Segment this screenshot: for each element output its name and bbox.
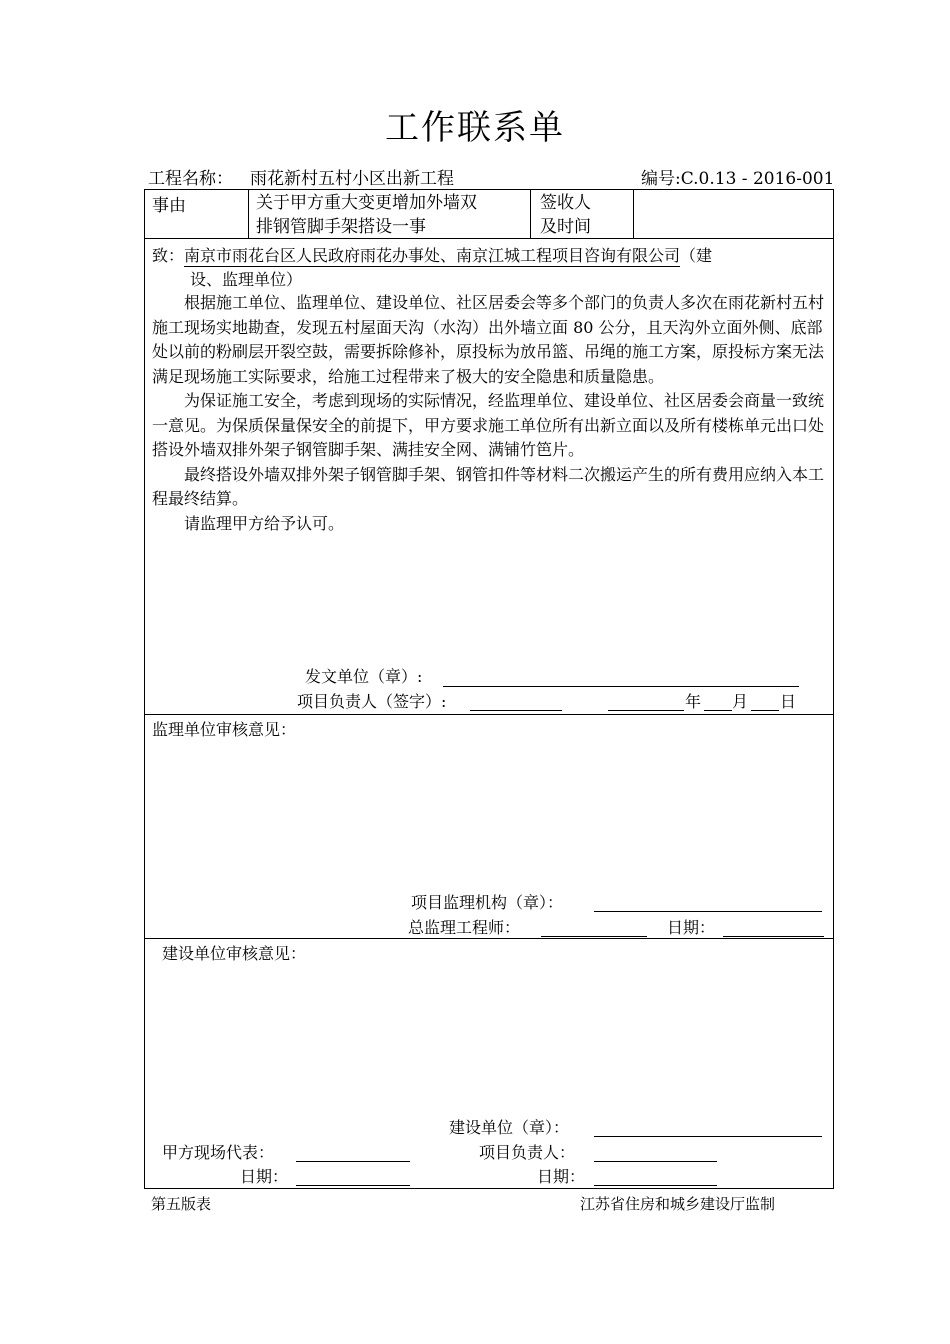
chief-engineer-label: 总监理工程师： <box>408 918 521 937</box>
addressee-orgs: 南京市雨花台区人民政府雨花办事处、南京江城工程项目咨询有限公司 <box>184 243 680 267</box>
construction-unit-blank[interactable] <box>594 1136 822 1137</box>
footer-version: 第五版表 <box>151 1195 212 1213</box>
site-rep-label: 甲方现场代表： <box>162 1143 275 1162</box>
subject-text <box>256 191 477 239</box>
to-label: 致： <box>152 246 185 265</box>
sign-day-blank[interactable] <box>751 710 779 711</box>
project-name-label: 工程名称： <box>148 169 233 189</box>
number-label: 编号: <box>641 169 681 189</box>
document-number <box>641 164 834 190</box>
body-bottom-border <box>144 714 834 715</box>
subject-label: 事由 <box>152 196 186 216</box>
receiver-label <box>540 191 591 239</box>
issuer-label: 发文单位（章）: <box>305 667 423 686</box>
construction-date-label-left: 日期： <box>240 1167 289 1186</box>
table-bottom-border <box>144 1188 834 1189</box>
body-text <box>152 291 828 536</box>
year-label: 年 <box>685 692 702 711</box>
chief-engineer-blank[interactable] <box>541 936 647 937</box>
project-name-value: 雨花新村五村小区出新工程 <box>242 164 486 190</box>
sign-month-blank[interactable] <box>704 710 732 711</box>
month-label: 月 <box>732 692 749 711</box>
footer-issuer: 江苏省住房和城乡建设厅监制 <box>580 1195 776 1213</box>
subject-line-1: 关于甲方重大变更增加外墙双 <box>256 193 477 213</box>
supervision-opinion-label: 监理单位审核意见： <box>152 720 297 739</box>
construction-unit-label: 建设单位（章）： <box>449 1118 570 1137</box>
supervision-date-blank[interactable] <box>723 936 824 937</box>
number-digit: 3 <box>725 169 737 189</box>
page-title: 工作联系单 <box>385 108 565 148</box>
subject-line-2: 排钢管脚手架搭设一事 <box>256 217 426 237</box>
row1-divider-3 <box>633 189 634 238</box>
construction-manager-blank[interactable] <box>594 1161 717 1162</box>
paragraph-4: 请监理甲方给予认可。 <box>184 513 345 533</box>
table-right-border <box>833 189 834 1188</box>
paragraph-1: 根据施工单位、监理单位、建设单位、社区居委会等多个部门的负责人多次在雨花新村五村施工现场实地勘查，发现五村屋面天沟（水沟）出外墙立面 80 公分，且天沟外立面外侧、底部处以前的粉刷层开裂空鼓，需要拆除修补，原投标为放吊篮、吊绳的施工方案，原投标方案无法满足现场施工实际要求，给施工过程带来了极大的安全隐患和质量隐患。 <box>152 293 825 386</box>
row1-divider-2 <box>530 189 531 238</box>
issuer-blank[interactable] <box>443 686 799 687</box>
construction-date-blank-right[interactable] <box>594 1185 717 1186</box>
supervision-org-label: 项目监理机构（章）： <box>411 893 564 912</box>
supervision-bottom-border <box>144 938 834 939</box>
manager-sign-blank[interactable] <box>470 710 562 711</box>
paragraph-2: 为保证施工安全，考虑到现场的实际情况，经监理单位、建设单位、社区居委会商量一致统一意见。为保质保量保安全的前提下，甲方要求施工单位所有出新立面以及所有楼栋单元出口处搭设外墙双排外架子钢管脚手架、满挂安全网、满铺竹笆片。 <box>152 391 825 459</box>
supervision-org-blank[interactable] <box>594 911 822 912</box>
supervision-date-label: 日期： <box>667 918 716 937</box>
construction-opinion-label: 建设单位审核意见： <box>162 944 307 963</box>
number-value: 2016-001 <box>752 169 835 189</box>
table-left-border <box>144 189 145 1188</box>
receiver-line-1: 签收人 <box>540 193 591 213</box>
construction-date-blank-left[interactable] <box>296 1185 410 1186</box>
receiver-line-2: 及时间 <box>540 217 591 237</box>
construction-date-label-right: 日期： <box>537 1167 586 1186</box>
site-rep-blank[interactable] <box>296 1161 410 1162</box>
row1-divider-1 <box>248 189 249 238</box>
addressee-line <box>152 243 712 267</box>
paragraph-3: 最终搭设外墙双排外架子钢管脚手架、钢管扣件等材料二次搬运产生的所有费用应纳入本工程最终结算。 <box>152 464 825 508</box>
day-label: 日 <box>780 692 797 711</box>
row1-bottom-border <box>144 238 834 239</box>
addressee-suffix: （建 <box>680 246 713 265</box>
addressee-suffix-2: 设、监理单位） <box>190 270 303 289</box>
sign-year-blank[interactable] <box>608 710 684 711</box>
manager-sign-label: 项目负责人（签字）: <box>297 692 447 711</box>
construction-manager-label: 项目负责人： <box>479 1143 576 1162</box>
number-separator: - <box>736 169 753 189</box>
number-prefix: C.0.1 <box>680 169 726 189</box>
